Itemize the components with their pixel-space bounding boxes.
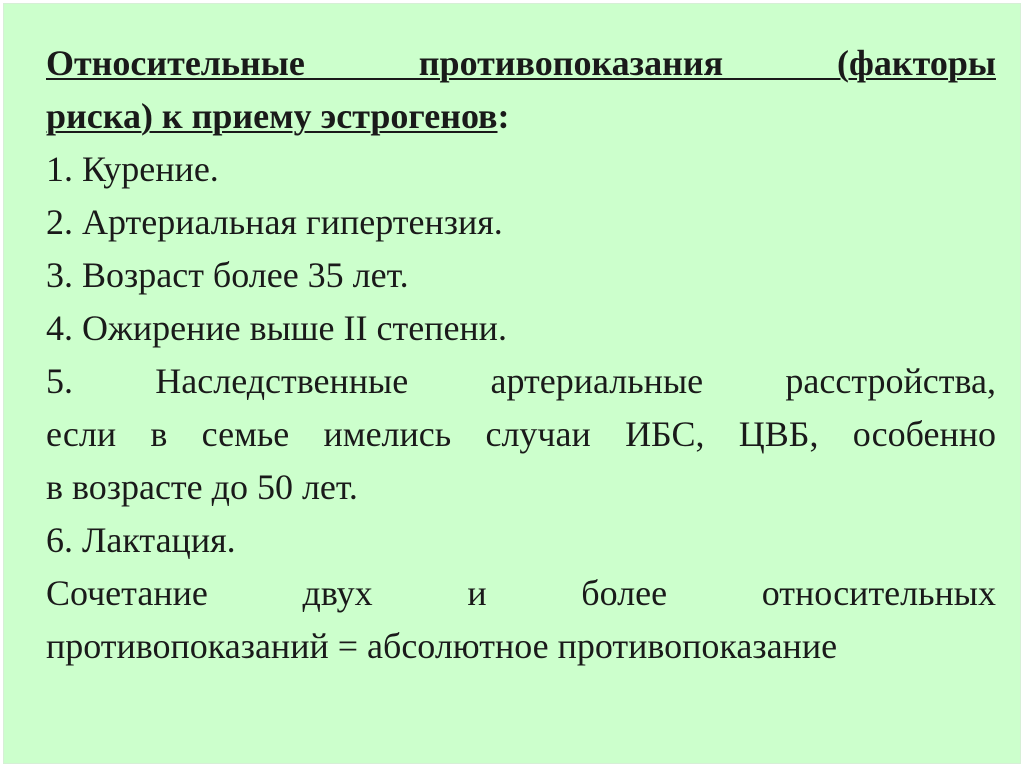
- conclusion-line-2: противопоказаний = абсолютное противопоказание: [46, 626, 838, 666]
- conclusion-line-1: Сочетание двух и более относительных: [46, 573, 996, 613]
- heading-colon: :: [497, 96, 510, 136]
- list-item-1: 1. Курение.: [46, 149, 219, 189]
- heading-line-2: [46, 90, 996, 143]
- list-item-5-line-1: 5. Наследственные артериальные расстройства,: [46, 361, 996, 401]
- heading-line-2-underlined: риска) к приему эстрогенов: [46, 96, 498, 136]
- list-item-6: 6. Лактация.: [46, 520, 236, 560]
- heading-line-1: Относительные противопоказания (факторы: [46, 43, 996, 83]
- slide-background: [3, 3, 1021, 764]
- list-item-5-line-2: если в семье имелись случаи ИБС, ЦВБ, особенно: [46, 414, 996, 454]
- list-item-5-line-3: в возрасте до 50 лет.: [46, 467, 358, 507]
- list-item-3: 3. Возраст более 35 лет.: [46, 255, 409, 295]
- list-item-2: 2. Артериальная гипертензия.: [46, 202, 503, 242]
- slide-content: [46, 37, 996, 673]
- list-item-4: 4. Ожирение выше II степени.: [46, 308, 507, 348]
